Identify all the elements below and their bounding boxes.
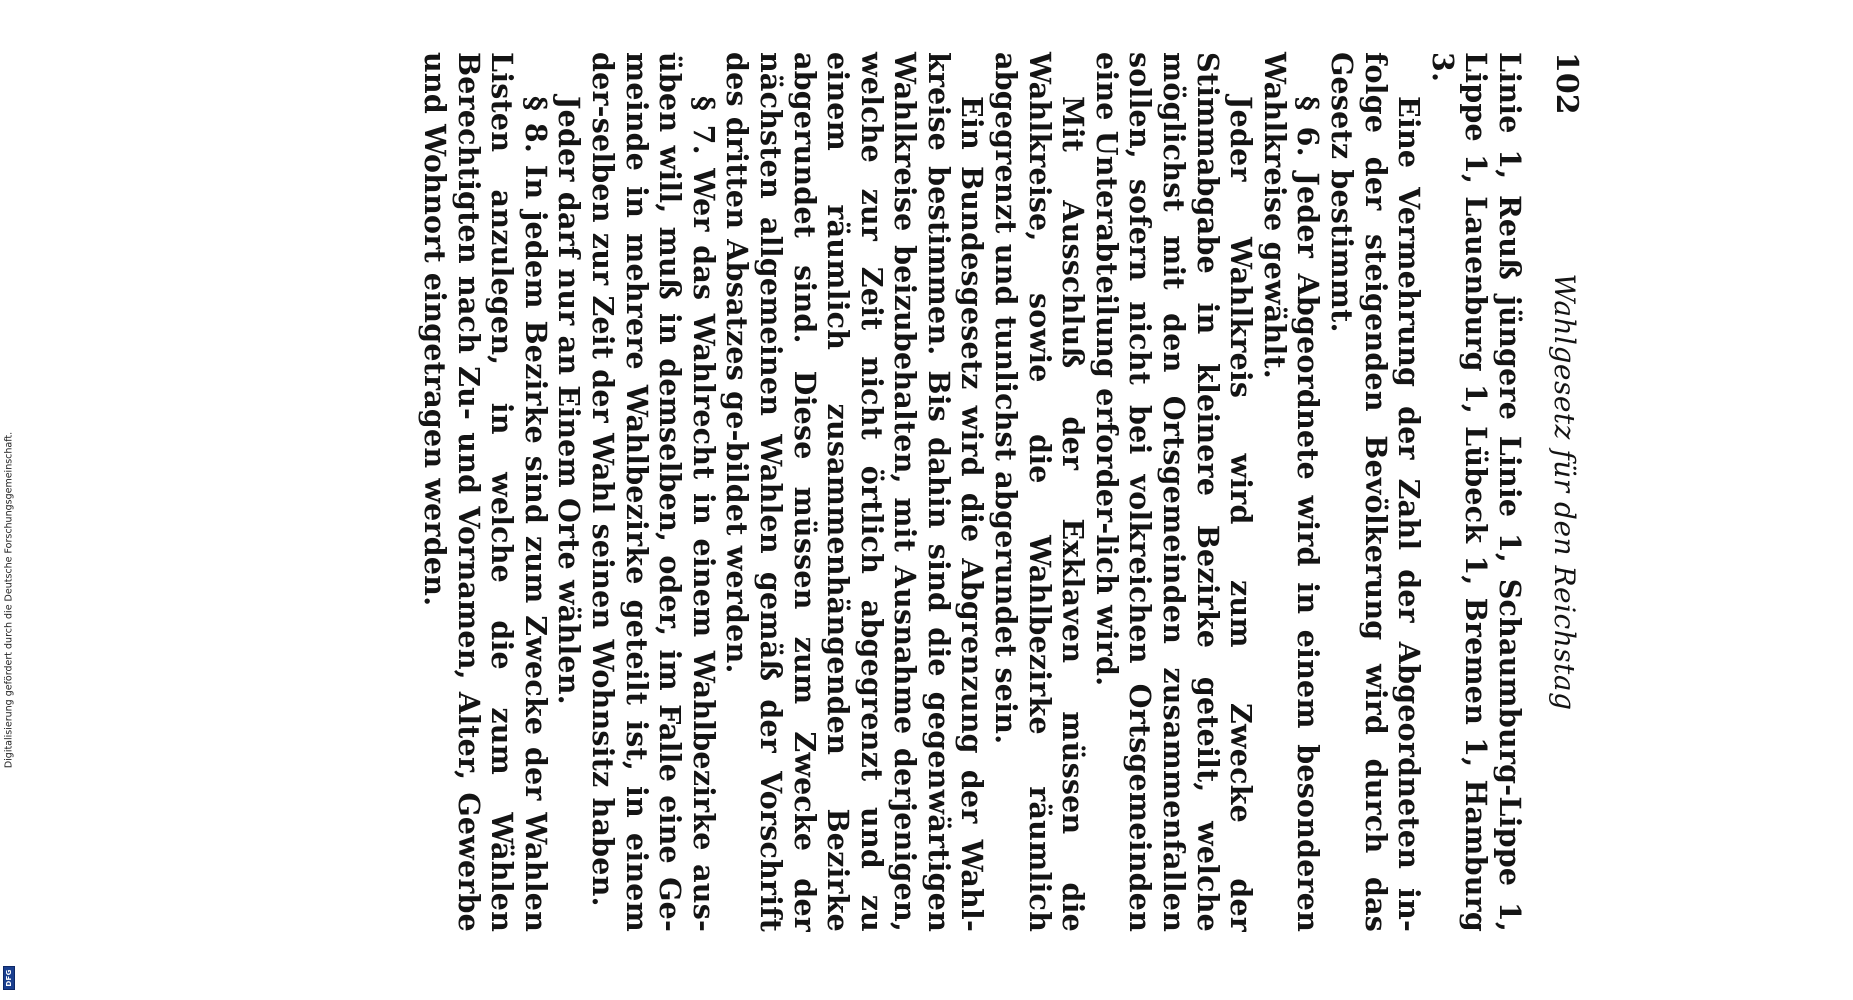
paragraph-section-7: § 7. Wer das Wahlrecht in einem Wahlbezirke aus-üben will, muß in demselben, oder, im Falle eine Ge-meinde in mehrere Wahlbezirke geteilt ist, in einem der-selben zur Zeit der Wahl seinen Wohnsitz haben. [585,52,721,932]
running-head: Wahlgesetz für den Reichstag [1548,273,1582,711]
paragraph-wahlkreis-bezirke: Jeder Wahlkreis wird zum Zwecke der Stimmabgabe in kleinere Bezirke geteilt, welche möglichst mit den Ortsgemeinden zusammenfallen sollen, sofern nicht bei volkreichen Ortsgemeinden eine Unterabteilung erforder-lich wird. [1089,52,1259,932]
dfg-logo-label: DFG [5,969,13,987]
paragraph-section-6: § 6. Jeder Abgeordnete wird in einem besonderen Wahlkreise gewählt. [1257,52,1326,932]
paragraph-one-place: Jeder darf nur an Einem Orte wählen. [552,96,587,705]
paragraph-bundesgesetz: Ein Bundesgesetz wird die Abgrenzung der Wahl-kreise bestimmen. Bis dahin sind die gegenwärtigen Wahlkreise beizubehalten, mit Ausnahme derjenigen, welche zur Zeit nicht örtlich abgegrenzt und zu einem räumlich zusammenhängenden Bezirke abgerundet sind. Diese müssen zum Zwecke der nächsten allgemeinen Wahlen gemäß der Vorschrift des dritten Absatzes ge-bildet werden. [720,52,990,932]
dfg-logo-icon [3,966,15,990]
page-header [1534,52,1596,932]
digitization-credit: Digitalisierung gefördert durch die Deutsche Forschungsgemeinschaft. [3,431,15,769]
paragraph-increase-by-law: Eine Vermehrung der Zahl der Abgeordneten in-folge der steigenden Bevölkerung wird durch das Gesetz bestimmt. [1325,52,1427,932]
rotated-book-page [190,42,1600,942]
paragraph-section-8: § 8. In jedem Bezirke sind zum Zwecke der Wahlen Listen anzulegen, in welche die zum Wählen Berechtigten nach Zu- und Vornamen, Alter, Gewerbe und Wohnort eingetragen werden. [418,52,553,932]
page-body [417,52,1526,932]
digitization-credit-strip [2,0,16,1000]
paragraph-seat-allocation-end: Linie 1, Reuß jüngere Linie 1, Schaumburg-Lippe 1, Lippe 1, Lauenburg 1, Lübeck 1, Bremen 1, Hamburg 3. [1425,52,1527,932]
paragraph-exklaven: Mit Ausschluß der Exklaven müssen die Wahlkreise, sowie die Wahlbezirke räumlich abgegrenzt und tunlichst abgerundet sein. [989,52,1091,932]
page-number: 102 [1549,52,1584,115]
